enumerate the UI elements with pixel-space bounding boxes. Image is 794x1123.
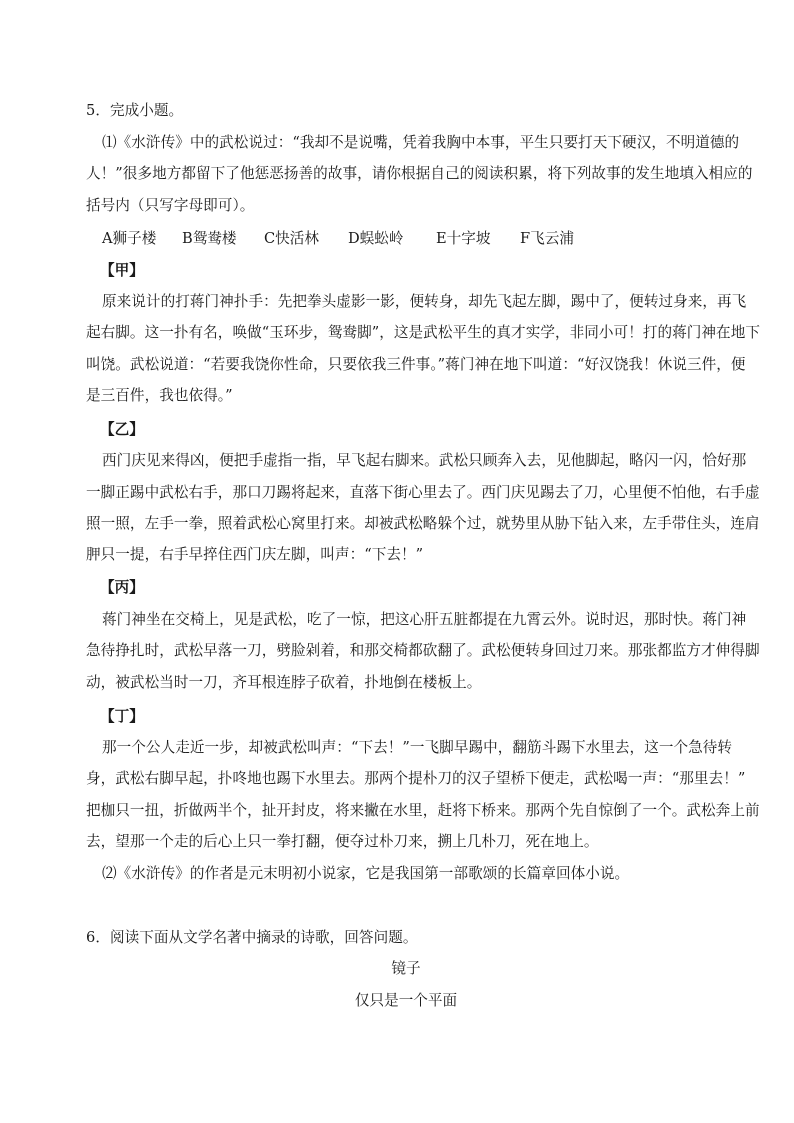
section-yi-line: 西门庆见来得凶，便把手虚指一指，早飞起右脚来。武松只顾奔入去，见他脚起，略闪一闪，恰好那 bbox=[102, 452, 747, 469]
section-jia-line: 起右脚。这一扑有名，唤做“玉环步，鸳鸯脚”，这是武松平生的真才实学，非同小可！打的蒋门神在地下 bbox=[86, 324, 760, 341]
answer-options bbox=[102, 229, 702, 249]
q5-part1-line: ⑴《水浒传》中的武松说过：“我却不是说嘴，凭着我胸中本事，平生只要打天下硬汉，不明道德的 bbox=[102, 134, 740, 151]
section-label-bing: 【丙】 bbox=[100, 579, 144, 596]
section-label-ding: 【丁】 bbox=[100, 708, 144, 725]
q5-part1-line: 括号内（只写字母即可）。 bbox=[86, 197, 255, 214]
section-yi-line: 胛只一提，右手早捽住西门庆左脚，叫声：“下去！” bbox=[86, 546, 424, 563]
section-ding-line: 那一个公人走近一步，却被武松叫声：“下去！”一飞脚早踢中，翻筋斗踢下水里去，这一个急待转 bbox=[102, 739, 733, 756]
poem-line: 仅只是一个平面 bbox=[354, 992, 458, 1009]
option-d: D蜈蚣岭 bbox=[348, 230, 404, 247]
q5-part1-line: 人！”很多地方都留下了他惩恶扬善的故事，请你根据自己的阅读积累，将下列故事的发生地填入相应的 bbox=[86, 165, 753, 182]
section-ding-line: 身，武松右脚早起，扑咚地也踢下水里去。那两个提朴刀的汉子望桥下便走，武松喝一声：“那里去！” bbox=[86, 770, 746, 787]
section-ding-line: 把枷只一扭，折做两半个，扯开封皮，将来撇在水里，赶将下桥来。那两个先自惊倒了一个。武松奔上前 bbox=[86, 802, 760, 819]
option-a: A狮子楼 bbox=[102, 230, 157, 247]
section-label-yi: 【乙】 bbox=[100, 421, 144, 438]
section-bing-line: 蒋门神坐在交椅上，见是武松，吃了一惊，把这心肝五脏都提在九霄云外。说时迟，那时快。蒋门神 bbox=[102, 611, 747, 628]
section-jia-line: 是三百件，我也依得。” bbox=[86, 387, 233, 404]
section-yi-line: 照一照，左手一拳，照着武松心窝里打来。却被武松略躲个过，就势里从胁下钻入来，左手带住头，连肩 bbox=[86, 515, 760, 532]
q5-part2: ⑵《水浒传》的作者是元末明初小说家，它是我国第一部歌颂的长篇章回体小说。 bbox=[102, 865, 630, 882]
section-label-jia: 【甲】 bbox=[100, 262, 144, 279]
section-jia-line: 原来说计的打蒋门神扑手：先把拳头虚影一影，便转身，却先飞起左脚，踢中了，便转过身来，再飞 bbox=[102, 293, 747, 310]
question-6-heading: 6．阅读下面从文学名著中摘录的诗歌，回答问题。 bbox=[86, 929, 418, 946]
option-f: F飞云浦 bbox=[520, 230, 574, 247]
section-bing-line: 急待挣扎时，武松早落一刀，劈脸剁着，和那交椅都砍翻了。武松便转身回过刀来。那张都监方才伸得脚 bbox=[86, 642, 760, 659]
option-b: B鸳鸯楼 bbox=[182, 230, 237, 247]
section-jia-line: 叫饶。武松说道：“若要我饶你性命，只要依我三件事。”蒋门神在地下叫道：“好汉饶我！休说三件，便 bbox=[86, 356, 746, 373]
section-ding-line: 去，望那一个走的后心上只一拳打翻，便夺过朴刀来，搠上几朴刀，死在地上。 bbox=[86, 833, 599, 850]
option-c: C快活林 bbox=[264, 230, 319, 247]
option-e: E十字坡 bbox=[436, 230, 491, 247]
section-bing-line: 动，被武松当时一刀，齐耳根连脖子砍着，扑地倒在楼板上。 bbox=[86, 674, 482, 691]
section-yi-line: 一脚正踢中武松右手，那口刀踢将起来，直落下街心里去了。西门庆见踢去了刀，心里便不怕他，右手虚 bbox=[86, 484, 760, 501]
poem-title: 镜子 bbox=[391, 960, 421, 977]
question-5-heading: 5．完成小题。 bbox=[86, 102, 184, 119]
